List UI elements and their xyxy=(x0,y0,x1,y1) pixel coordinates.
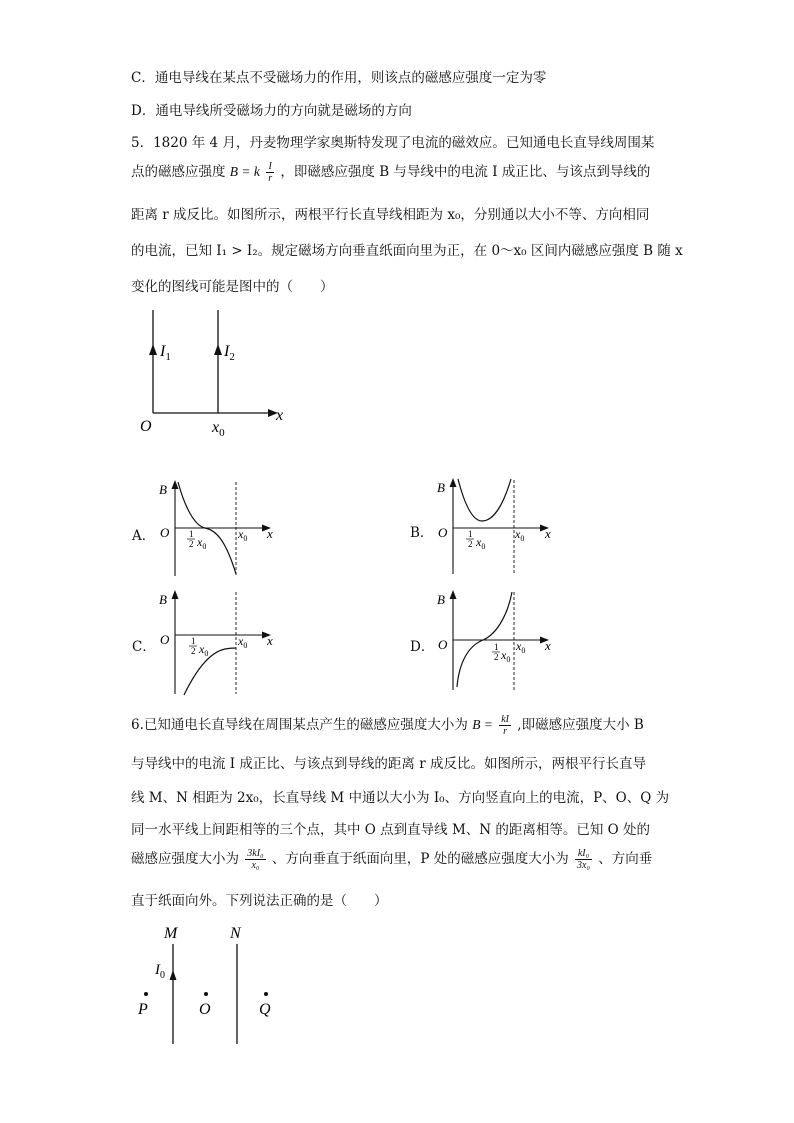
q6-fraction-o xyxy=(245,848,265,871)
y-axis-arrow-icon xyxy=(450,590,457,599)
label-N: N xyxy=(230,925,241,942)
label-x0: $x_0$ xyxy=(515,527,525,543)
label-M: M xyxy=(164,925,178,942)
q5-line4: 的电流，已知 I₁ > I₂。规定磁场方向垂直纸面向里为正，在 0～x₀ 区间内磁感应强度 B 随 x xyxy=(131,243,683,259)
label-half-num: 1 xyxy=(189,529,194,539)
label-O: O xyxy=(438,525,448,540)
q6-line4: 同一水平线上间距相等的三个点，其中 O 点到直导线 M、N 的距离相等。已知 O 处的 xyxy=(131,822,651,838)
q6-line6: 直于纸面向外。下列说法正确的是（ ） xyxy=(131,893,388,909)
option-c-letter: C． xyxy=(132,639,156,655)
label-x0: $x_0$ xyxy=(212,419,225,439)
label-half-den: 2 xyxy=(191,646,196,656)
q6-line5a: 磁感应强度大小为 xyxy=(131,851,239,867)
option-a-graph xyxy=(155,478,285,578)
label-B: B xyxy=(159,592,167,607)
option-c-graph xyxy=(155,588,285,698)
q6-fraction-o-den: x₀ xyxy=(251,860,260,871)
label-B: B xyxy=(437,592,445,607)
q6-formula-den: r xyxy=(503,726,508,737)
option-b-graph xyxy=(433,476,563,576)
q6-line1 xyxy=(131,713,644,737)
label-x: x xyxy=(267,526,273,541)
option-d-letter: D． xyxy=(410,639,435,655)
label-half-den: 2 xyxy=(189,539,194,549)
option-b-letter: B． xyxy=(410,525,434,541)
wire-M-arrow-icon xyxy=(170,970,177,980)
label-x: x xyxy=(267,633,273,648)
point-P xyxy=(144,992,148,996)
label-half-x0: $x_0$ xyxy=(197,535,207,551)
label-x0: $x_0$ xyxy=(238,634,248,650)
y-axis-arrow-icon xyxy=(450,478,457,487)
label-half-num: 1 xyxy=(191,636,196,646)
q6-line3: 线 M、N 相距为 2x₀，长直导线 M 中通以大小为 I₀、方向竖直向上的电流，P、O、Q 为 xyxy=(131,790,670,806)
label-Q: Q xyxy=(259,1001,271,1018)
y-axis-arrow-icon xyxy=(172,480,179,489)
q5-formula-den: r xyxy=(268,173,273,184)
q5-line3: 距离 r 成反比。如图所示，两根平行长直导线相距为 x₀，分别通以大小不等、方向相同 xyxy=(131,207,650,223)
wire-2-arrow-icon xyxy=(214,344,222,355)
label-half-num: 1 xyxy=(468,529,473,539)
q6-wires-figure xyxy=(130,918,300,1053)
label-half-den: 2 xyxy=(468,539,473,549)
q5-formula-fraction xyxy=(266,161,274,184)
label-B: B xyxy=(159,482,167,497)
q6-line2: 与导线中的电流 I 成正比、与该点到导线的距离 r 成反比。如图所示，两根平行长直导 xyxy=(131,756,646,772)
point-Q xyxy=(264,992,268,996)
label-I1: $I_1$ xyxy=(160,343,171,363)
q6-formula-num: kI xyxy=(501,714,509,725)
label-O: O xyxy=(160,632,170,647)
q6-line5b: 、方向垂直于纸面向里，P 处的磁感应强度大小为 xyxy=(271,851,569,867)
label-x: x xyxy=(276,407,284,424)
label-origin: O xyxy=(140,418,152,435)
q6-fraction-p-den: 3x₀ xyxy=(577,860,590,871)
label-x: x xyxy=(545,526,551,541)
q5-formula-lhs: B = k xyxy=(229,164,260,179)
label-half-x0: $x_0$ xyxy=(501,648,511,664)
label-half-den: 2 xyxy=(494,652,499,662)
q5-formula-num: I xyxy=(266,161,274,173)
y-axis-arrow-icon xyxy=(172,590,179,599)
q6-formula-lhs: B = xyxy=(472,717,493,732)
option-c-text: C．通电导线在某点不受磁场力的作用，则该点的磁感应强度一定为零 xyxy=(131,70,547,86)
label-x0: $x_0$ xyxy=(238,527,248,543)
label-I0: $I_0$ xyxy=(155,962,165,981)
label-B: B xyxy=(437,480,445,495)
q6-line5c: 、方向垂 xyxy=(598,851,653,867)
label-O: O xyxy=(160,525,170,540)
q6-fraction-o-num: 3kI₀ xyxy=(247,848,264,859)
q6-formula-fraction xyxy=(499,714,511,737)
q6-line1a: 6.已知通电长直导线在周围某点产生的磁感应强度大小为 xyxy=(131,717,468,733)
q5-line2b: ，即磁感应强度 B 与导线中的电流 I 成正比、与该点到导线的 xyxy=(280,164,651,180)
q6-line1b: ,即磁感应强度大小 B xyxy=(517,717,644,733)
label-half-x0: $x_0$ xyxy=(199,642,209,658)
label-x: x xyxy=(545,638,551,653)
label-half-x0: $x_0$ xyxy=(476,535,486,551)
option-d-text: D．通电导线所受磁场力的方向就是磁场的方向 xyxy=(131,103,412,119)
label-O: O xyxy=(199,1001,211,1018)
label-half-num: 1 xyxy=(494,642,499,652)
option-a-letter: A． xyxy=(132,528,156,544)
q6-line5 xyxy=(131,847,652,871)
q5-line1: 5．1820 年 4 月，丹麦物理学家奥斯特发现了电流的磁效应。已知通电长直导线周围某 xyxy=(131,135,655,151)
option-d-graph xyxy=(433,588,563,693)
q5-line5: 变化的图线可能是图中的（ ） xyxy=(131,279,334,295)
label-x0: $x_0$ xyxy=(516,639,526,655)
label-P: P xyxy=(138,1001,148,1018)
q5-line2a: 点的磁感应强度 xyxy=(131,164,226,180)
q5-wires-figure xyxy=(130,300,300,440)
curve-b xyxy=(458,479,511,521)
q5-line2 xyxy=(131,160,650,184)
wire-1-arrow-icon xyxy=(149,344,157,355)
point-O xyxy=(204,992,208,996)
q6-fraction-p xyxy=(575,848,592,871)
label-O: O xyxy=(438,637,448,652)
label-I2: $I_2$ xyxy=(224,343,235,363)
q6-fraction-p-num: kI₀ xyxy=(575,848,592,860)
